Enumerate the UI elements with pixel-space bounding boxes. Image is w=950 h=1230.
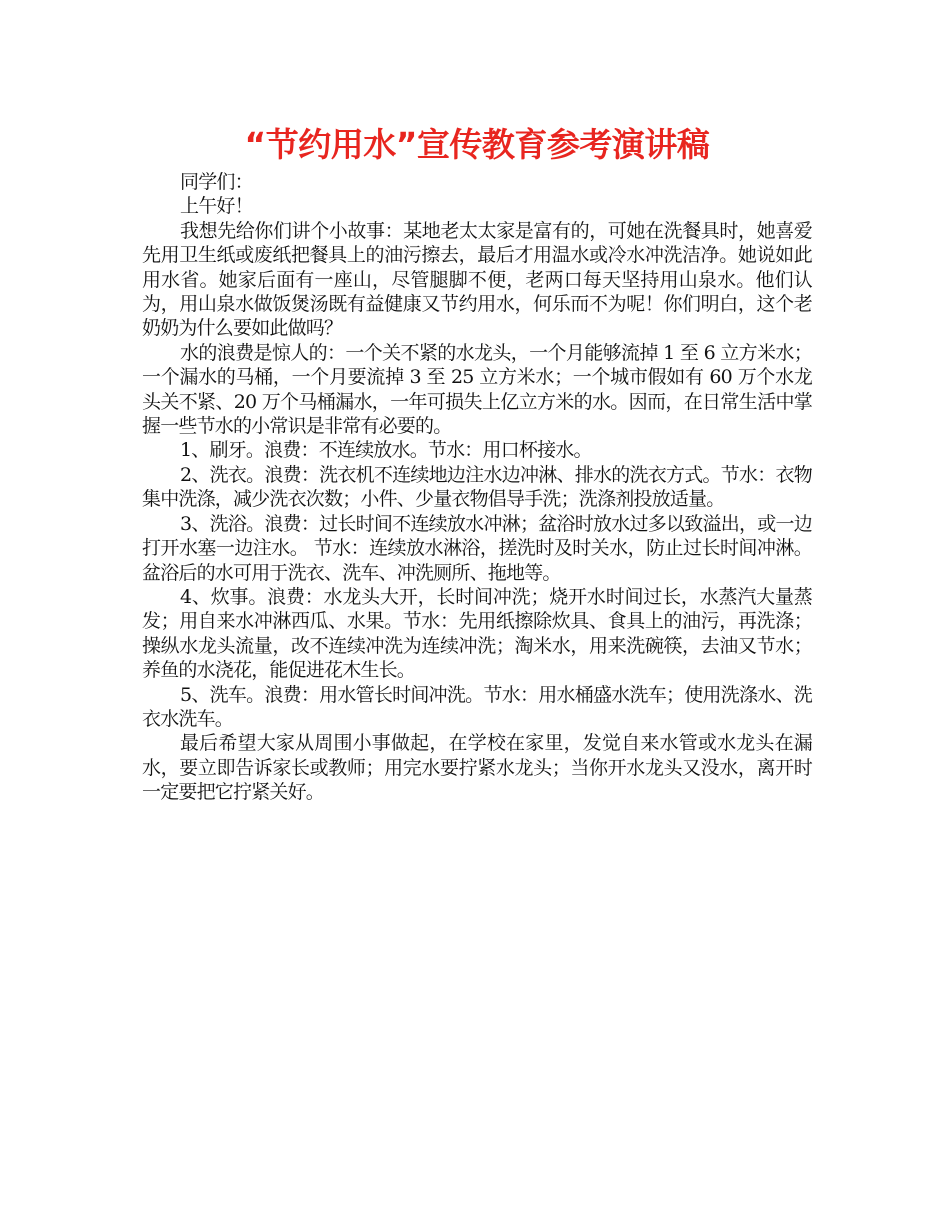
paragraph-waste-facts: 水的浪费是惊人的：一个关不紧的水龙头，一个月能够流掉 1 至 6 立方米水；一个漏水的马桶，一个月要流掉 3 至 25 立方米水；一个城市假如有 60 万个水龙头关不紧、20 万个马桶漏水，一年可损失上亿立方米的水。因而，在日常生活中掌握一些节水的小常识是非常有必要的。 [142,341,812,438]
paragraph-greeting: 同学们： [180,171,253,193]
paragraph-story: 我想先给你们讲个小故事：某地老太太家是富有的，可她在洗餐具时，她喜爱先用卫生纸或废纸把餐具上的油污擦去，最后才用温水或冷水冲洗洁净。她说如此用水省。她家后面有一座山，尽管腿脚不便，老两口每天坚持用山泉水。他们认为，用山泉水做饭煲汤既有益健康又节约用水，何乐而不为呢！你们明白，这个老奶奶为什么要如此做吗？ [142,219,812,340]
document-title: “节约用水”宣传教育参考演讲稿 [244,125,710,164]
document-body [142,170,812,805]
document-page [142,120,812,805]
paragraph-tip-cooking: 4、炊事。浪费：水龙头大开，长时间冲洗；烧开水时间过长，水蒸汽大量蒸发；用自来水冲淋西瓜、水果。节水：先用纸擦除炊具、食具上的油污，再洗涤；操纵水龙头流量，改不连续冲洗为连续冲洗；淘米水，用来洗碗筷，去油又节水；养鱼的水浇花，能促进花木生长。 [142,585,812,682]
paragraph-closing: 最后希望大家从周围小事做起，在学校在家里，发觉自来水管或水龙头在漏水，要立即告诉家长或教师；用完水要拧紧水龙头；当你开水龙头又没水，离开时一定要把它拧紧关好。 [142,732,812,804]
paragraph-good-morning: 上午好！ [180,195,253,218]
paragraph-tip-laundry: 2、洗衣。浪费：洗衣机不连续地边注水边冲淋、排水的洗衣方式。节水：衣物集中洗涤，减少洗衣次数；小件、少量衣物倡导手洗；洗涤剂投放适量。 [142,463,812,511]
paragraph-tip-bathing: 3、洗浴。浪费：过长时间不连续放水冲淋；盆浴时放水过多以致溢出，或一边打开水塞一边注水。 节水：连续放水淋浴，搓洗时及时关水，防止过长时间冲淋。盆浴后的水可用于洗衣、洗车、冲洗厕所、拖地等。 [142,512,812,584]
paragraph-tip-car-wash: 5、洗车。浪费：用水管长时间冲洗。节水：用水桶盛水洗车；使用洗涤水、洗衣水洗车。 [142,683,812,730]
paragraph-tip-brushing: 1、刷牙。浪费：不连续放水。节水：用口杯接水。 [180,439,592,462]
